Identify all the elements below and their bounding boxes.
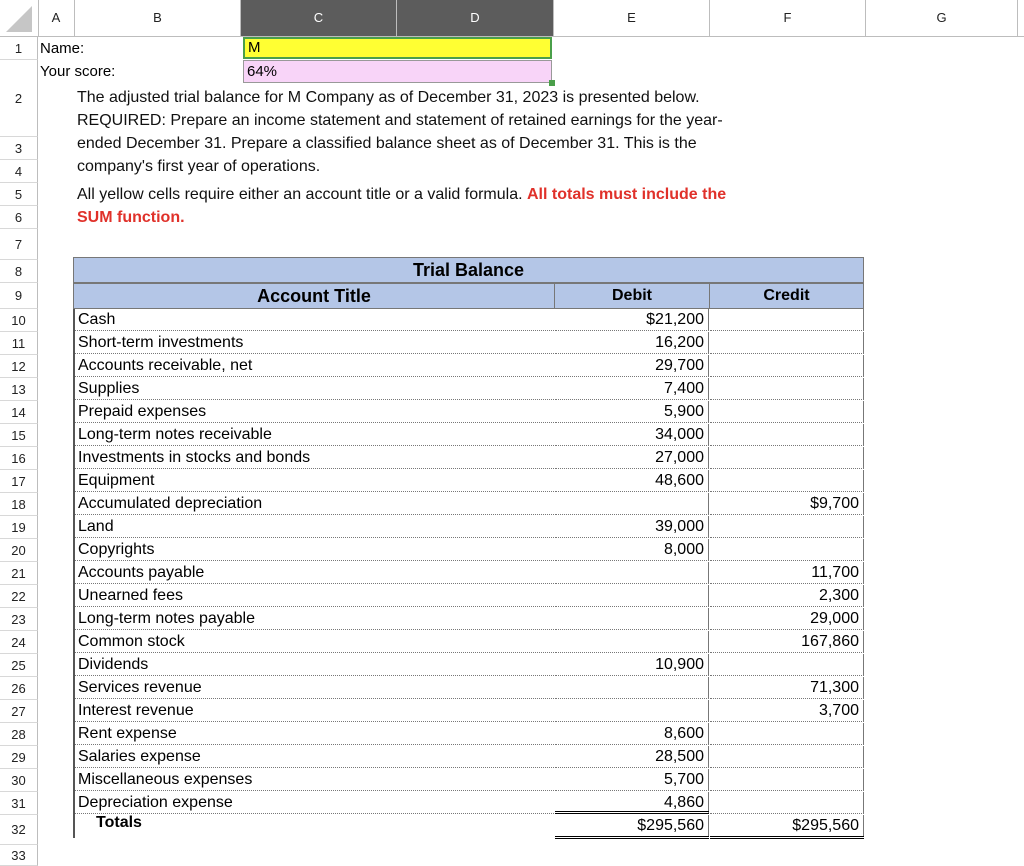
note-prefix: All yellow cells require either an account title or a valid formula. <box>77 186 523 203</box>
account-cell[interactable]: Long-term notes receivable <box>75 424 554 446</box>
total-credit-cell[interactable]: $295,560 <box>710 815 864 837</box>
credit-cell[interactable] <box>710 355 864 377</box>
row-header-10[interactable]: 10 <box>0 309 38 332</box>
row-header-3[interactable]: 3 <box>0 137 38 160</box>
account-cell[interactable]: Accumulated depreciation <box>75 493 554 515</box>
row-header-16[interactable]: 16 <box>0 447 38 470</box>
instruction-line-2: REQUIRED: Prepare an income statement and statement of retained earnings for the year- <box>77 112 723 129</box>
row-header-11[interactable]: 11 <box>0 332 38 355</box>
credit-cell[interactable]: 167,860 <box>710 631 864 653</box>
credit-cell[interactable] <box>710 723 864 745</box>
row-header-23[interactable]: 23 <box>0 608 38 631</box>
account-cell[interactable]: Miscellaneous expenses <box>75 769 554 791</box>
account-cell[interactable]: Long-term notes payable <box>75 608 554 630</box>
account-cell[interactable]: Cash <box>75 309 554 331</box>
credit-cell[interactable] <box>710 539 864 561</box>
row-header-15[interactable]: 15 <box>0 424 38 447</box>
instruction-line-4: company's first year of operations. <box>77 158 321 175</box>
credit-cell[interactable] <box>710 378 864 400</box>
credit-cell[interactable] <box>710 654 864 676</box>
debit-cell[interactable]: 5,700 <box>555 769 709 791</box>
credit-cell[interactable] <box>710 516 864 538</box>
score-cell[interactable]: 64% <box>243 60 552 83</box>
row-header-33[interactable]: 33 <box>0 845 38 866</box>
select-all-corner[interactable] <box>0 0 39 36</box>
account-cell[interactable]: Investments in stocks and bonds <box>75 447 554 469</box>
row-header-7[interactable]: 7 <box>0 229 38 260</box>
credit-cell[interactable] <box>710 470 864 492</box>
column-header-f[interactable]: F <box>710 0 866 36</box>
debit-cell[interactable] <box>555 562 709 584</box>
row-header-bar <box>0 36 38 862</box>
debit-cell[interactable]: 8,000 <box>555 539 709 561</box>
account-cell[interactable]: Common stock <box>75 631 554 653</box>
name-label: Name: <box>40 40 85 57</box>
row-header-21[interactable]: 21 <box>0 562 38 585</box>
row-header-20[interactable]: 20 <box>0 539 38 562</box>
debit-cell[interactable]: 34,000 <box>555 424 709 446</box>
account-cell[interactable]: Land <box>75 516 554 538</box>
yellow-cell-note <box>77 183 837 229</box>
debit-cell[interactable]: 5,900 <box>555 401 709 423</box>
row-header-29[interactable]: 29 <box>0 746 38 769</box>
row-header-8[interactable]: 8 <box>0 260 38 283</box>
row-header-4[interactable]: 4 <box>0 160 38 183</box>
debit-cell[interactable]: 7,400 <box>555 378 709 400</box>
column-header-b[interactable]: B <box>75 0 241 36</box>
credit-cell[interactable] <box>710 447 864 469</box>
credit-cell[interactable]: $9,700 <box>710 493 864 515</box>
account-cell[interactable]: Accounts receivable, net <box>75 355 554 377</box>
debit-cell[interactable]: $21,200 <box>555 309 709 331</box>
account-cell[interactable]: Short-term investments <box>75 332 554 354</box>
account-cell[interactable]: Equipment <box>75 470 554 492</box>
debit-header: Debit <box>554 283 710 309</box>
select-all-icon <box>6 6 32 32</box>
column-header-g[interactable]: G <box>866 0 1018 36</box>
row-header-18[interactable]: 18 <box>0 493 38 516</box>
row-header-13[interactable]: 13 <box>0 378 38 401</box>
column-header-e[interactable]: E <box>554 0 710 36</box>
debit-cell[interactable]: 16,200 <box>555 332 709 354</box>
row-header-9[interactable]: 9 <box>0 283 38 309</box>
debit-cell[interactable] <box>555 585 709 607</box>
note-red-1: All totals must include the <box>527 186 727 203</box>
instructions-text <box>77 86 837 178</box>
row-header-2[interactable]: 2 <box>0 60 38 137</box>
account-cell[interactable]: Supplies <box>75 378 554 400</box>
instruction-line-1: The adjusted trial balance for M Company as of December 31, 2023 is presented below. <box>77 89 700 106</box>
account-cell[interactable]: Rent expense <box>75 723 554 745</box>
account-cell[interactable]: Depreciation expense <box>75 792 554 814</box>
debit-cell[interactable] <box>555 677 709 699</box>
credit-cell[interactable] <box>710 401 864 423</box>
debit-cell[interactable] <box>555 608 709 630</box>
credit-cell[interactable] <box>710 746 864 768</box>
column-header-a[interactable]: A <box>38 0 75 36</box>
instruction-line-3: ended December 31. Prepare a classified balance sheet as of December 31. This is the <box>77 135 697 152</box>
debit-cell[interactable]: 29,700 <box>555 355 709 377</box>
debit-cell[interactable] <box>555 493 709 515</box>
debit-cell[interactable]: 10,900 <box>555 654 709 676</box>
column-header-bar <box>0 0 1024 37</box>
debit-total-double-rule <box>555 836 709 839</box>
row-header-30[interactable]: 30 <box>0 769 38 792</box>
column-header-d[interactable]: D <box>397 0 554 36</box>
row-header-27[interactable]: 27 <box>0 700 38 723</box>
account-cell[interactable]: Copyrights <box>75 539 554 561</box>
account-cell[interactable]: Prepaid expenses <box>75 401 554 423</box>
account-cell[interactable]: Dividends <box>75 654 554 676</box>
credit-cell[interactable]: 3,700 <box>710 700 864 722</box>
name-input-cell[interactable]: M <box>243 37 552 59</box>
account-cell[interactable]: Interest revenue <box>75 700 554 722</box>
debit-cell[interactable]: 39,000 <box>555 516 709 538</box>
row-header-6[interactable]: 6 <box>0 206 38 229</box>
trial-balance-title: Trial Balance <box>73 257 864 283</box>
credit-cell[interactable]: 11,700 <box>710 562 864 584</box>
row-header-1[interactable]: 1 <box>0 37 38 60</box>
account-cell[interactable]: Services revenue <box>75 677 554 699</box>
debit-cell[interactable] <box>555 631 709 653</box>
account-title-header: Account Title <box>73 283 555 309</box>
column-header-c[interactable]: C <box>241 0 397 36</box>
row-header-14[interactable]: 14 <box>0 401 38 424</box>
credit-cell[interactable] <box>710 792 864 814</box>
debit-cell[interactable]: 27,000 <box>555 447 709 469</box>
score-label: Your score: <box>40 63 116 80</box>
note-red-2: SUM function. <box>77 209 185 226</box>
row-header-24[interactable]: 24 <box>0 631 38 654</box>
row-header-12[interactable]: 12 <box>0 355 38 378</box>
debit-cell[interactable]: 4,860 <box>555 792 709 814</box>
row-header-22[interactable]: 22 <box>0 585 38 608</box>
debit-cell[interactable] <box>555 700 709 722</box>
credit-cell[interactable]: 2,300 <box>710 585 864 607</box>
credit-cell[interactable] <box>710 332 864 354</box>
credit-cell[interactable] <box>710 769 864 791</box>
credit-cell[interactable] <box>710 309 864 331</box>
credit-cell[interactable]: 71,300 <box>710 677 864 699</box>
credit-cell[interactable]: 29,000 <box>710 608 864 630</box>
credit-cell[interactable] <box>710 424 864 446</box>
credit-total-double-rule <box>710 836 864 839</box>
account-cell[interactable]: Salaries expense <box>75 746 554 768</box>
row-header-28[interactable]: 28 <box>0 723 38 746</box>
account-cell[interactable]: Accounts payable <box>75 562 554 584</box>
row-header-31[interactable]: 31 <box>0 792 38 815</box>
debit-cell[interactable]: 8,600 <box>555 723 709 745</box>
debit-total-top-rule <box>555 811 709 814</box>
row-header-5[interactable]: 5 <box>0 183 38 206</box>
row-header-26[interactable]: 26 <box>0 677 38 700</box>
row-header-32[interactable]: 32 <box>0 815 38 845</box>
account-cell[interactable]: Unearned fees <box>75 585 554 607</box>
credit-header: Credit <box>709 283 864 309</box>
row-header-25[interactable]: 25 <box>0 654 38 677</box>
row-header-19[interactable]: 19 <box>0 516 38 539</box>
row-header-17[interactable]: 17 <box>0 470 38 493</box>
debit-cell[interactable]: 28,500 <box>555 746 709 768</box>
total-debit-cell[interactable]: $295,560 <box>555 815 709 837</box>
totals-label: Totals <box>96 814 142 831</box>
debit-cell[interactable]: 48,600 <box>555 470 709 492</box>
